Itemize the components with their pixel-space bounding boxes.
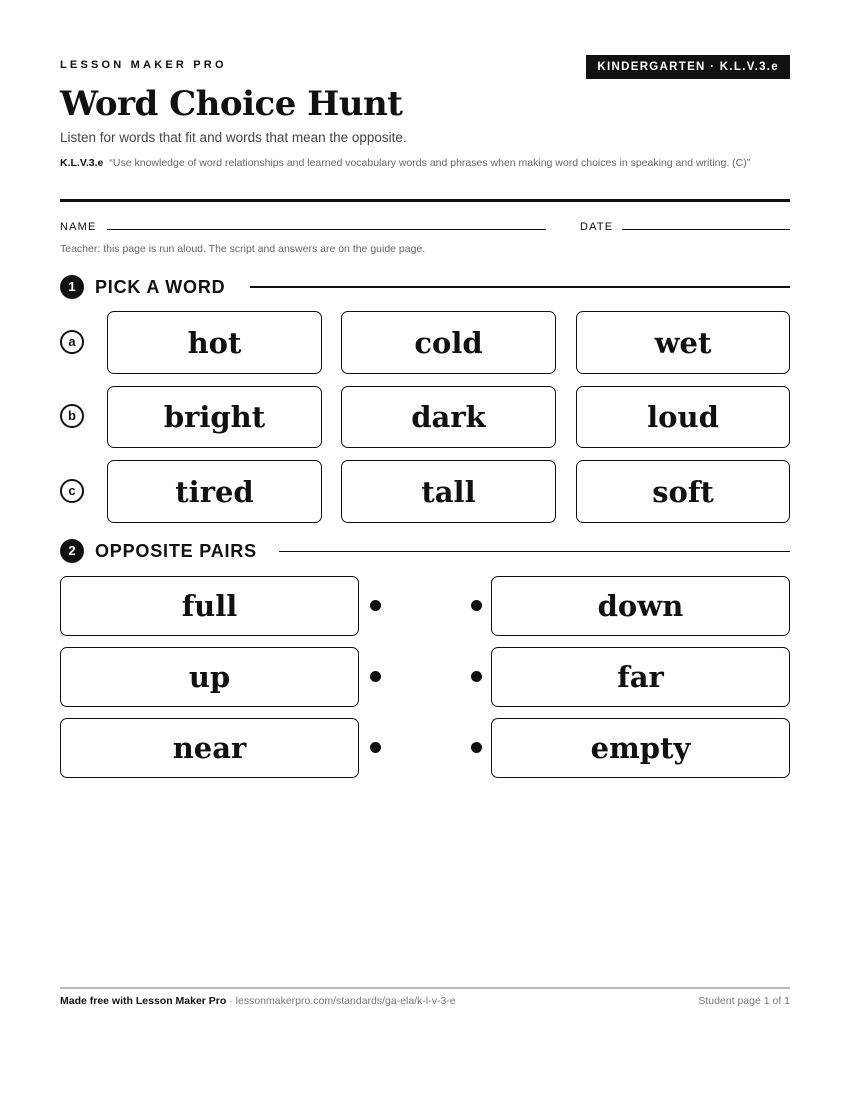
date-line[interactable] — [622, 229, 790, 230]
word-card[interactable]: bright — [107, 386, 322, 448]
standard-description — [60, 155, 790, 171]
word-card[interactable]: wet — [576, 311, 790, 374]
left-pair-card[interactable]: up — [60, 647, 359, 707]
standard-text: “Use knowledge of word relationships and learned vocabulary words and phrases when making word choices in speaking and writing. (C)” — [109, 157, 751, 169]
word-card[interactable]: tired — [107, 460, 322, 523]
section-pick-a-word — [60, 275, 790, 299]
name-label: NAME — [60, 221, 97, 233]
right-pair-card[interactable]: empty — [491, 718, 790, 778]
name-line[interactable] — [107, 229, 546, 230]
right-pair-card[interactable]: far — [491, 647, 790, 707]
standard-code: K.L.V.3.e — [60, 157, 104, 169]
footer-credit — [60, 995, 456, 1007]
teacher-note: Teacher: this page is run aloud. The script and answers are on the guide page. — [60, 243, 426, 255]
match-dot[interactable] — [370, 600, 381, 611]
left-pair-card[interactable]: full — [60, 576, 359, 636]
brand-name: LESSON MAKER PRO — [60, 59, 227, 71]
section-number: 1 — [60, 275, 84, 299]
section-title: OPPOSITE PAIRS — [95, 541, 257, 561]
section-divider — [279, 551, 790, 552]
section-opposite-pairs — [60, 539, 790, 563]
footer-url[interactable]: · lessonmakerpro.com/standards/ga-ela/k-l-v-3-e — [226, 995, 456, 1007]
word-card[interactable]: hot — [107, 311, 322, 374]
word-card[interactable]: tall — [341, 460, 556, 523]
match-dot[interactable] — [471, 742, 482, 753]
match-dot[interactable] — [471, 600, 482, 611]
row-letter: a — [60, 330, 84, 354]
right-pair-card[interactable]: down — [491, 576, 790, 636]
worksheet-page — [60, 0, 790, 1100]
row-letter: c — [60, 479, 84, 503]
footer-made-with: Made free with Lesson Maker Pro — [60, 995, 227, 1007]
word-card[interactable]: soft — [576, 460, 790, 523]
section-title: PICK A WORD — [95, 277, 226, 297]
section-number: 2 — [60, 539, 84, 563]
word-card[interactable]: dark — [341, 386, 556, 448]
date-label: DATE — [580, 221, 614, 233]
left-pair-card[interactable]: near — [60, 718, 359, 778]
section-divider — [250, 286, 790, 288]
worksheet-subtitle: Listen for words that fit and words that mean the opposite. — [60, 130, 407, 145]
footer-page-number: Student page 1 of 1 — [698, 995, 790, 1007]
word-card[interactable]: cold — [341, 311, 556, 374]
footer-divider — [60, 987, 790, 989]
row-letter: b — [60, 404, 84, 428]
match-dot[interactable] — [370, 671, 381, 682]
word-card[interactable]: loud — [576, 386, 790, 448]
worksheet-title: Word Choice Hunt — [60, 84, 403, 124]
header-divider — [60, 199, 790, 202]
grade-standard-badge: KINDERGARTEN · K.L.V.3.e — [586, 55, 790, 79]
match-dot[interactable] — [370, 742, 381, 753]
match-dot[interactable] — [471, 671, 482, 682]
